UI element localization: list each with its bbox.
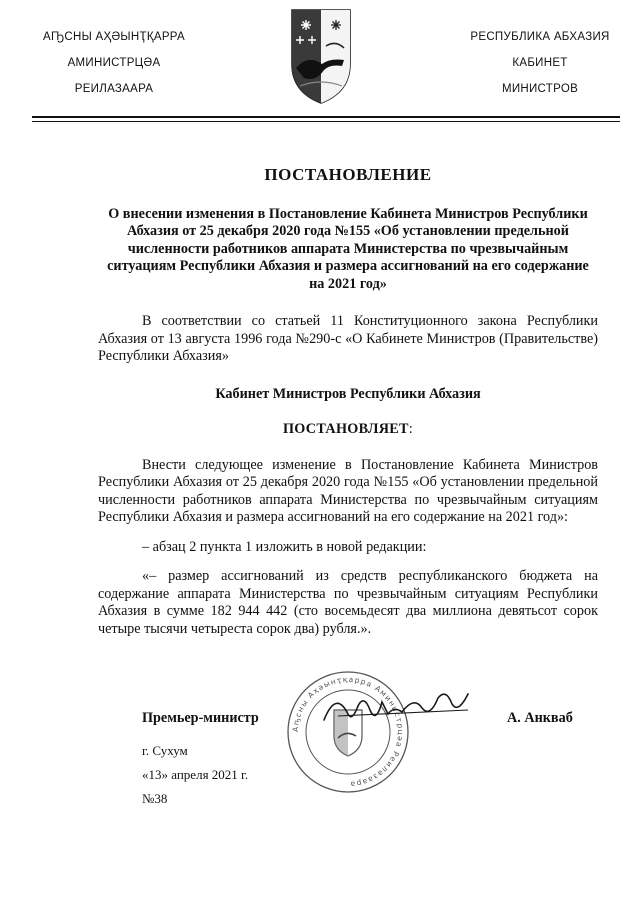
document-title: ПОСТАНОВЛЕНИЕ <box>264 165 432 184</box>
letterhead <box>0 0 640 120</box>
letterhead-left <box>24 24 204 102</box>
signatory-name: А. Анкваб <box>507 710 573 726</box>
decree-heading <box>98 421 598 439</box>
issue-city: г. Сухум <box>142 743 188 758</box>
preamble-paragraph: В соответствии со статьей 11 Конституционного закона Республики Абхазия от 13 августа 1996 года №290-с «О Кабинете Министров (Правительстве) Республики Абхазия» <box>98 313 598 364</box>
signature-block <box>0 670 640 830</box>
letterhead-right-line: КАБИНЕТ <box>512 57 568 69</box>
decree-word: ПОСТАНОВЛЯЕТ <box>282 421 409 437</box>
state-emblem-icon <box>286 6 356 106</box>
document-subject: О внесении изменения в Постановление Кабинета Министров Республики Абхазия от 25 декабря 2020 года №155 «Об установлении предельной численности работников аппарата Министерства по чрезвычайным ситуациям Республики Абхазия и размера ассигнований на его содержание на 2021 год» <box>107 205 589 292</box>
signatory-position: Премьер-министр <box>142 710 259 726</box>
handwritten-signature-icon <box>318 684 478 730</box>
body-paragraph: Внести следующее изменение в Постановление Кабинета Министров Республики Абхазия от 25 декабря 2020 года №155 «Об установлении предельной численности работников аппарата Министерства по чрезвычайным ситуациям Республики Абхазия и размера ассигнований на его содержание на 2021 год»: <box>98 456 598 525</box>
letterhead-divider-thick <box>32 116 620 118</box>
letterhead-right-line: МИНИСТРОВ <box>501 83 579 95</box>
letterhead-right-line: РЕСПУБЛИКА АБХАЗИЯ <box>470 31 610 43</box>
document-meta <box>142 739 248 811</box>
letterhead-divider-thin <box>32 121 620 122</box>
letterhead-left-line: АҦСНЫ АҲӘЫНҬҚАРРА <box>43 31 185 43</box>
letterhead-right <box>450 24 630 102</box>
document-body <box>98 166 598 650</box>
seal-text: Аҧсны Аҳәынҭқарра Аминистрцәа Реилазаара <box>290 674 406 790</box>
decree-colon: : <box>408 421 414 437</box>
letterhead-left-line: РЕИЛАЗААРА <box>74 83 154 95</box>
issue-date: «13» апреля 2021 г. <box>142 767 249 782</box>
document-number: №38 <box>142 791 168 806</box>
letterhead-left-line: АМИНИСТРЦӘА <box>67 57 161 69</box>
issuer-line: Кабинет Министров Республики Абхазия <box>215 385 481 402</box>
body-paragraph: «– размер ассигнований из средств республиканского бюджета на содержание аппарата Министерства по чрезвычайным ситуациям Республики Абхазия в сумме 182 944 442 (сто восемьдесят два миллиона девятьсот сорок четыре тысячи четыреста сорок два) рубля.». <box>98 568 598 637</box>
body-paragraph: – абзац 2 пункта 1 изложить в новой редакции: <box>142 538 427 555</box>
